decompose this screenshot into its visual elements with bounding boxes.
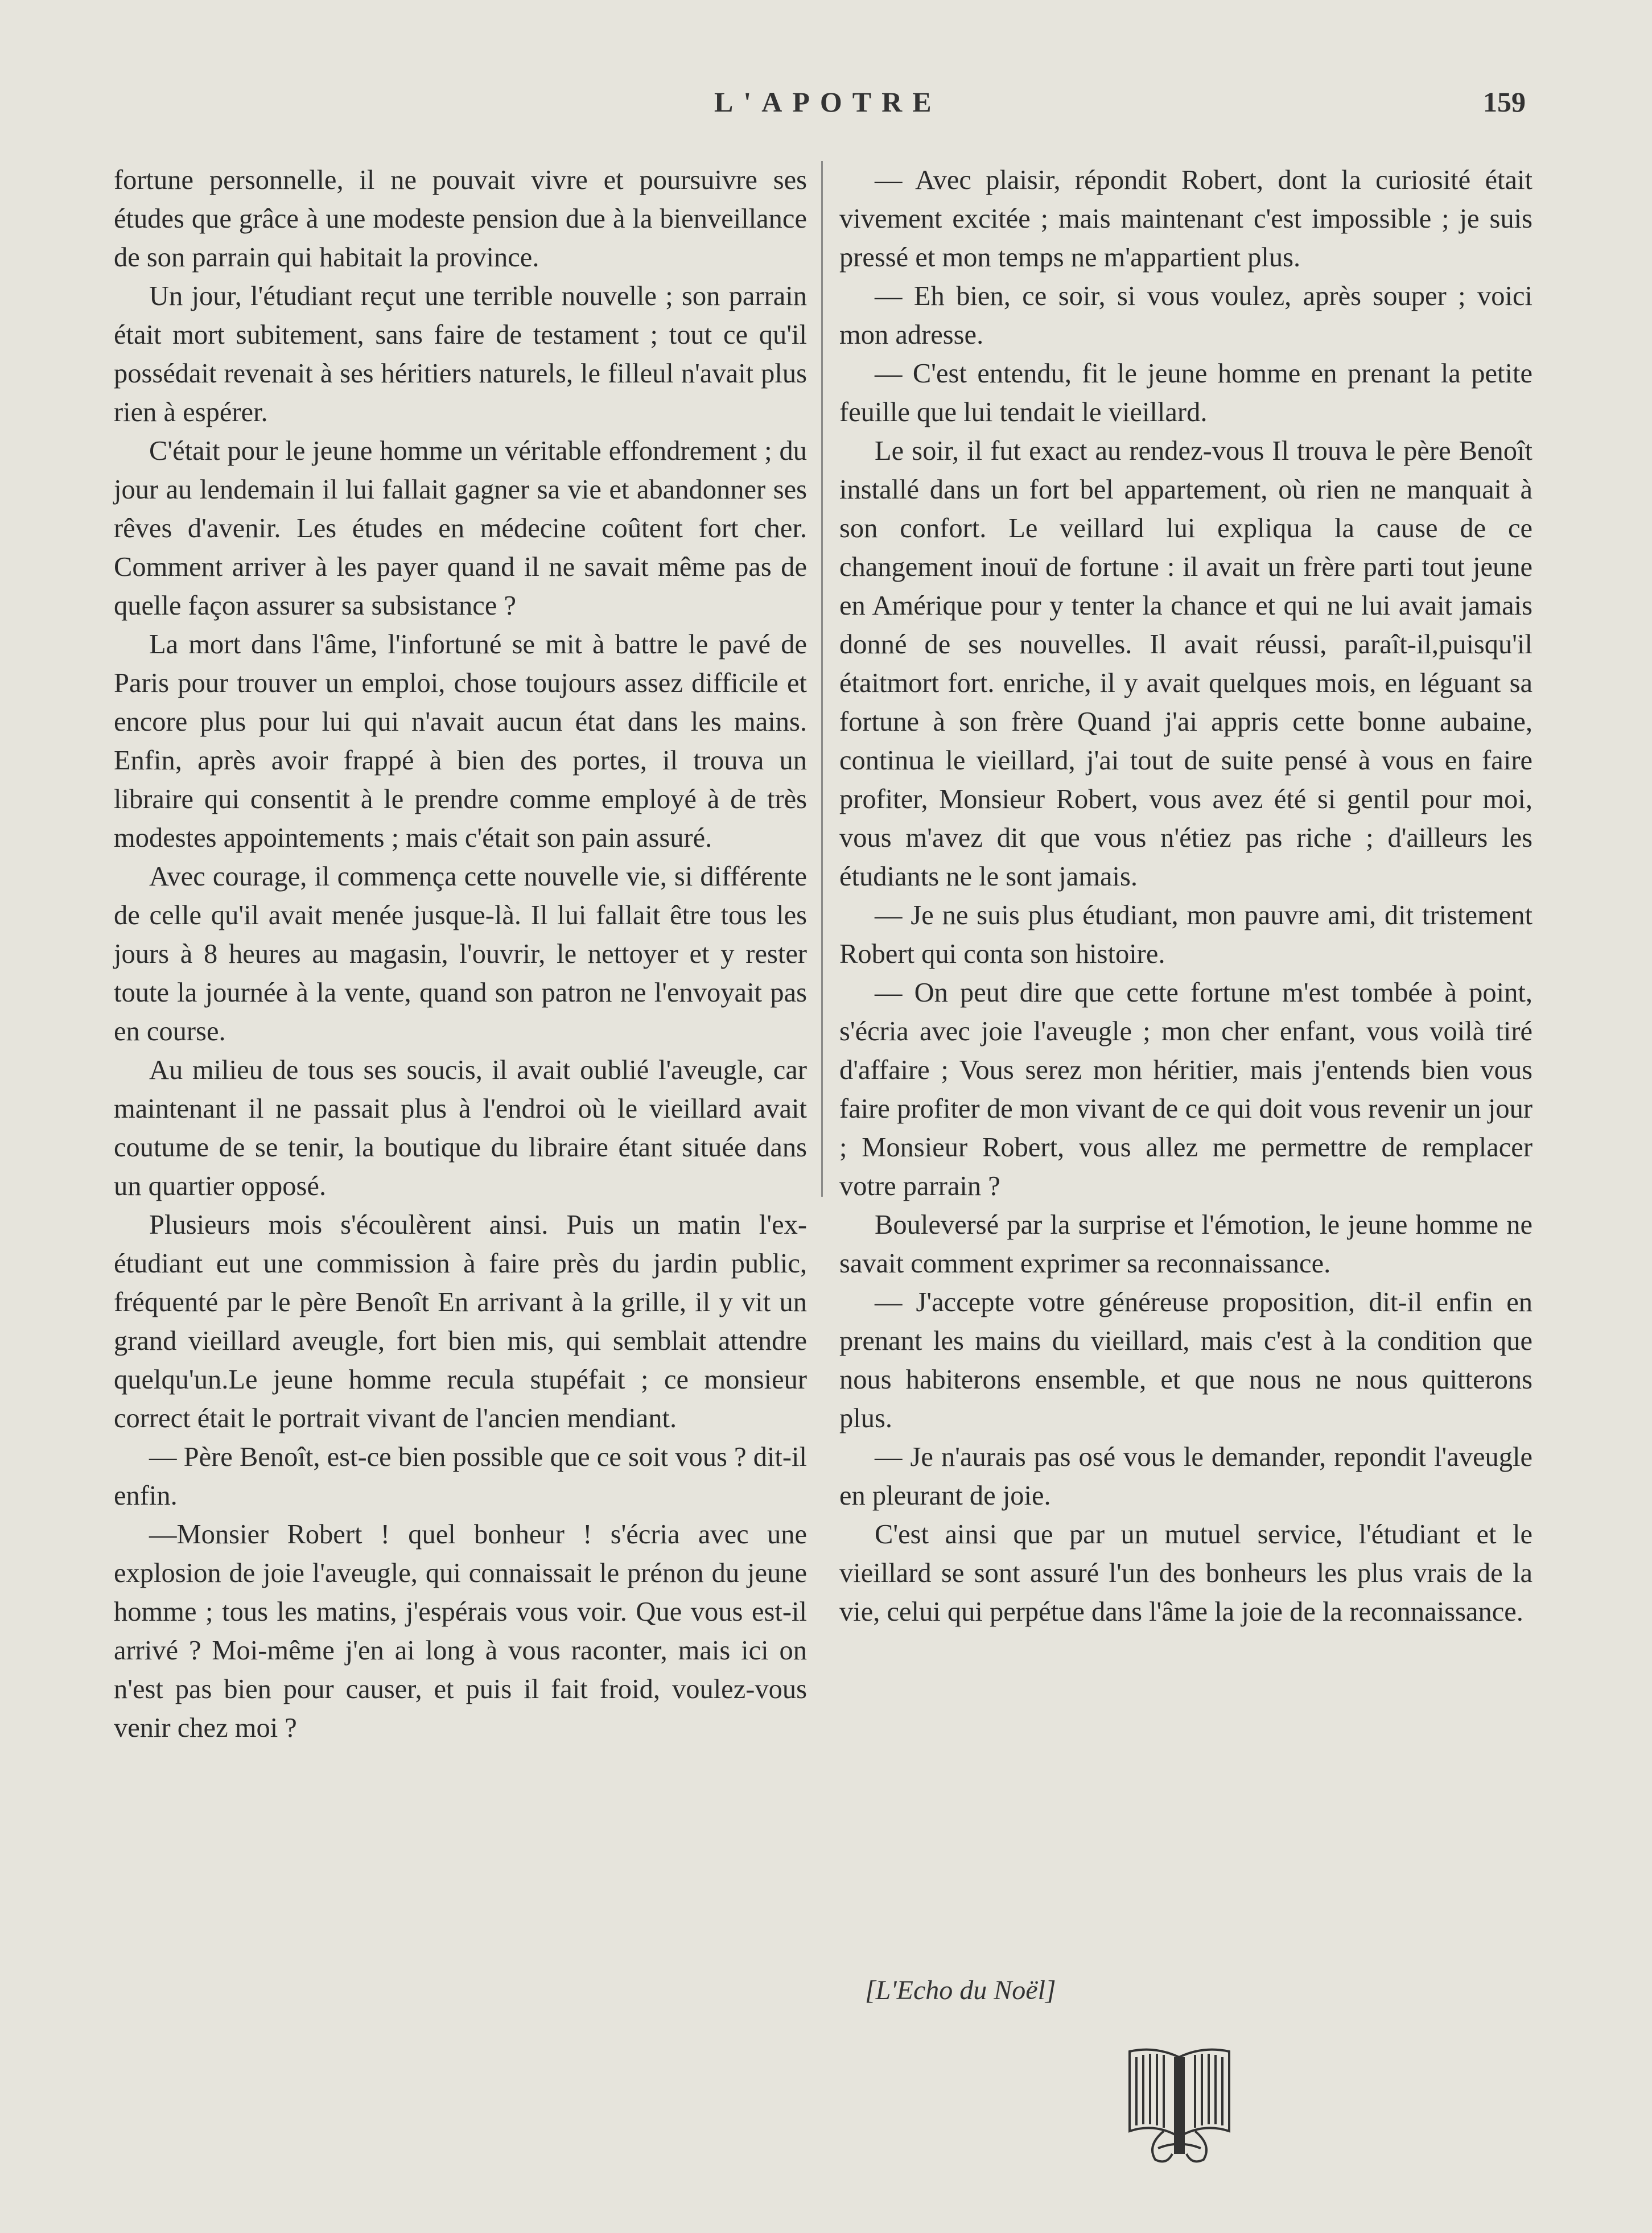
running-title: L'APOTRE [714,86,942,118]
paragraph: — Eh bien, ce soir, si vous voulez, après souper ; voici mon adresse. [839,281,1532,350]
column-divider [821,161,823,1197]
paragraph: Un jour, l'étudiant reçut une terrible nouvelle ; son parrain était mort subitement, sans faire de testament ; tout ce qu'il possédait revenait à ses héritiers naturels, le filleul n'avait plus rien à espérer. [114,281,807,427]
paragraph: — Avec plaisir, répondit Robert, dont la curiosité était vivement excitée ; mais maintenant c'est impossible ; je suis pressé et mon temps ne m'appartient plus. [839,165,1532,273]
page-header [0,85,1652,131]
paragraph: La mort dans l'âme, l'infortuné se mit à battre le pavé de Paris pour trouver un emploi, chose toujours assez difficile et encore plus pour lui qui n'avait aucun état dans les mains. Enfin, après avoir frappé à bien des portes, il trouva un libraire qui consentit à le prendre comme employé à de très modestes appointements ; mais c'était son pain assuré. [114,629,807,853]
paragraph: — J'accepte votre généreuse proposition, dit-il enfin en prenant les mains du vieillard, mais c'est à la condition que nous habiterons ensemble, et que nous ne nous quitterons plus. [839,1287,1532,1433]
page-number: 159 [1483,86,1526,118]
left-column [114,161,807,1748]
open-book-ornament-icon [1124,2046,1235,2168]
paragraph: Avec courage, il commença cette nouvelle vie, si différente de celle qu'il avait menée jusque-là. Il lui fallait être tous les jours à 8 heures au magasin, l'ouvrir, le nettoyer et y rester toute la journée à la vente, quand son patron ne l'envoyait pas en course. [114,862,807,1047]
paragraph: — On peut dire que cette fortune m'est tombée à point, s'écria avec joie l'aveugle ; mon cher enfant, vous voilà tiré d'affaire ; Vous serez mon héritier, mais j'entends bien vous faire profiter de mon vivant de ce qui doit vous revenir un jour ; Monsieur Robert, vous allez me permettre de remplacer votre parrain ? [839,978,1532,1201]
paragraph: C'est ainsi que par un mutuel service, l'étudiant et le vieillard se sont assuré l'un des bonheurs les plus vrais de la vie, celui qui perpétue dans l'âme la joie de la reconnaissance. [839,1519,1532,1627]
paragraph: — Père Benoît, est-ce bien possible que ce soit vous ? dit-il enfin. [114,1442,807,1511]
paragraph: Le soir, il fut exact au rendez-vous Il trouva le père Benoît installé dans un fort bel appartement, où rien ne manquait à son confort. Le veillard lui expliqua la cause de ce changement inouï de fortune : il avait un frère parti tout jeune en Amérique pour y tenter la chance et qui ne lui avait jamais donné de ses nouvelles. Il avait réussi, paraît-il,puisqu'il étaitmort fort. enriche, il y avait quelques mois, en léguant sa fortune à son frère Quand j'ai appris cette bonne aubaine, continua le vieillard, j'ai tout de suite pensé à vous en faire profiter, Monsieur Robert, vous avez été si gentil pour moi, vous m'avez dit que vous n'étiez pas riche ; d'ailleurs les étudiants ne le sont jamais. [839,436,1532,892]
paragraph: Au milieu de tous ses soucis, il avait oublié l'aveugle, car maintenant il ne passait plus à l'endroi où le vieillard avait coutume de se tenir, la boutique du libraire étant située dans un quartier opposé. [114,1055,807,1201]
paragraph: — Je ne suis plus étudiant, mon pauvre ami, dit tristement Robert qui conta son histoire. [839,900,1532,969]
paragraph: — C'est entendu, fit le jeune homme en prenant la petite feuille que lui tendait le vieillard. [839,359,1532,427]
source-citation: [L'Echo du Noël] [865,1975,1056,2005]
paragraph: — Je n'aurais pas osé vous le demander, repondit l'aveugle en pleurant de joie. [839,1442,1532,1511]
paragraph: Plusieurs mois s'écoulèrent ainsi. Puis un matin l'ex-étudiant eut une commission à faire près du jardin public, fréquenté par le père Benoît En arrivant à la grille, il y vit un grand vieillard aveugle, fort bien mis, qui semblait attendre quelqu'un.Le jeune homme recula stupéfait ; ce monsieur correct était le portrait vivant de l'ancien mendiant. [114,1210,807,1433]
paragraph: fortune personnelle, il ne pouvait vivre et poursuivre ses études que grâce à une modeste pension due à la bienveillance de son parrain qui habitait la province. [114,165,807,273]
paragraph: Bouleversé par la surprise et l'émotion, le jeune homme ne savait comment exprimer sa reconnaissance. [839,1210,1532,1279]
right-column [839,161,1532,1632]
paragraph: C'était pour le jeune homme un véritable effondrement ; du jour au lendemain il lui fallait gagner sa vie et abandonner ses rêves d'avenir. Les études en médecine coûtent fort cher. Comment arriver à les payer quand il ne savait même pas de quelle façon assurer sa subsistance ? [114,436,807,621]
paragraph: —Monsier Robert ! quel bonheur ! s'écria avec une explosion de joie l'aveugle, qui connaissait le prénon du jeune homme ; tous les matins, j'espérais vous voir. Que vous est-il arrivé ? Moi-même j'en ai long à vous raconter, mais ici on n'est pas bien pour causer, et puis il fait froid, voulez-vous venir chez moi ? [114,1519,807,1743]
